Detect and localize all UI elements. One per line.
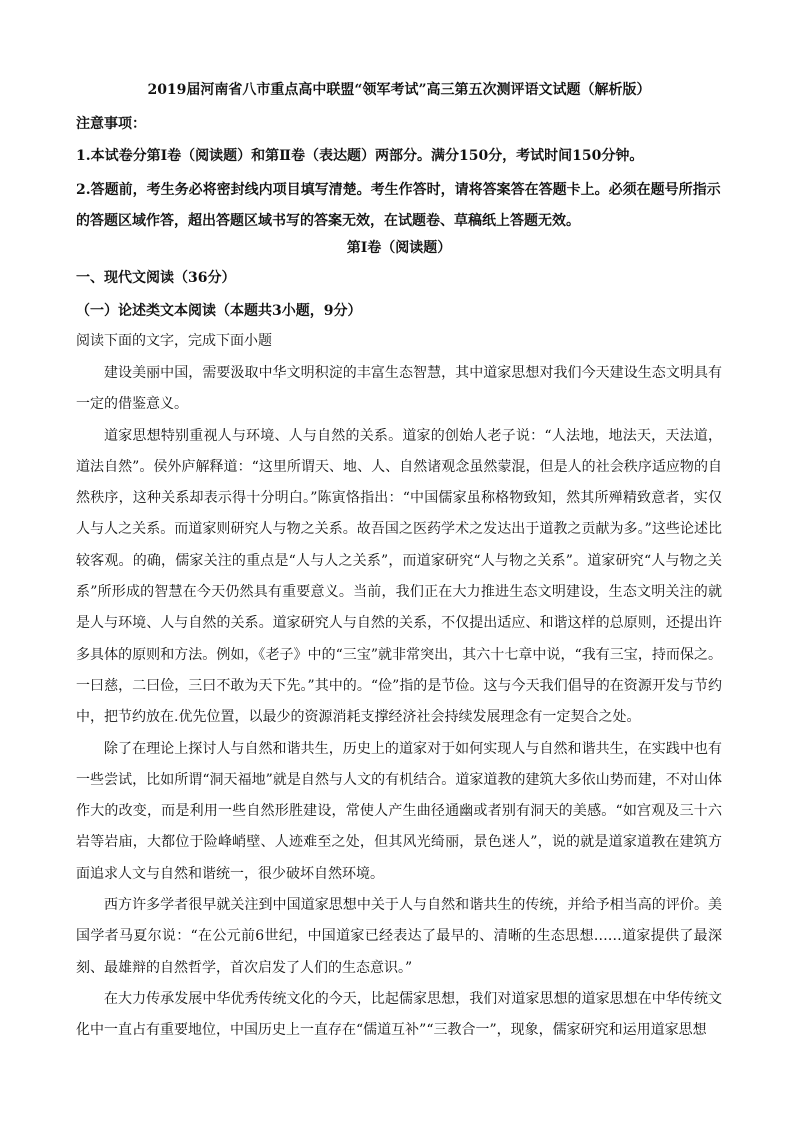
passage-paragraph-3: 除了在理论上探讨人与自然和谐共生，历史上的道家对于如何实现人与自然和谐共生，在实践中也有一些尝试，比如所谓“洞天福地”就是自然与人文的有机结合。道家道教的建筑大多依山势而建，不对山体作大的改变，而是利用一些自然形胜建设，常使人产生曲径通幽或者别有洞天的美感。“如宫观及三十六岩等岩庙，大都位于险峰峭壁、人迹难至之处，但其风光绮丽，景色迷人”，说的就是道家道教在建筑方面追求人文与自然和谐统一，很少破坏自然环境。 xyxy=(76,740,722,882)
notes-heading: 注意事项： xyxy=(76,116,146,132)
passage-paragraph-5: 在大力传承发展中华优秀传统文化的今天，比起儒家思想，我们对道家思想的道家思想在中华传统文化中一直占有重要地位，中国历史上一直存在“儒道互补”“三教合一”，现象，儒家研究和运用道家思想 xyxy=(76,990,722,1039)
passage-paragraph-1: 建设美丽中国，需要汲取中华文明积淀的丰富生态智慧，其中道家思想对我们今天建设生态文明具有一定的借鉴意义。 xyxy=(76,365,722,413)
subsection-title: （一）论述类文本阅读（本题共3小题，9分） xyxy=(76,303,362,319)
passage-paragraph-2: 道家思想特别重视人与环境、人与自然的关系。道家的创始人老子说：“人法地，地法天，天法道，道法自然”。侯外庐解释道：“这里所谓天、地、人、自然诸观念虽然蒙混，但是人的社会秩序适应物的自然秩序，这种关系却表示得十分明白。”陈寅恪指出：“中国儒家虽称格物致知，然其所殚精致意者，实仅人与人之关系。而道家则研究人与物之关系。故吾国之医药学术之发达出于道教之贡献为多。”这些论述比较客观。的确，儒家关注的重点是“人与人之关系”，而道家研究“人与物之关系”。道家研究“人与物之关系”所形成的智慧在今天仍然具有重要意义。当前，我们正在大力推进生态文明建设，生态文明关注的就是人与环境、人与自然的关系。道家研究人与自然的关系，不仅提出适应、和谐这样的总原则，还提出许多具体的原则和方法。例如，《老子》中的“三宝”就非常突出，其六十七章中说，“我有三宝，持而保之。一曰慈，二曰俭，三曰不敢为天下先。”其中的。“俭”指的是节俭。这与今天我们倡导的在资源开发与节约中，把节约放在.优先位置，以最少的资源消耗支撑经济社会持续发展理念有一定契合之处。 xyxy=(76,427,722,726)
notes-item-2: 2.答题前，考生务必将密封线内项目填写清楚。考生作答时，请将答案答在答题卡上。必须在题号所指示的答题区域作答，超出答题区域书写的答案无效，在试题卷、草稿纸上答题无效。 xyxy=(76,182,721,229)
section-title: 一、现代文阅读（36分） xyxy=(76,270,236,286)
passage-paragraph-4: 西方许多学者很早就关注到中国道家思想中关于人与自然和谐共生的传统，并给予相当高的评价。美国学者马夏尔说：“在公元前6世纪，中国道家已经表达了最早的、清晰的生态思想……道家提供了最深刻、最雄辩的自然哲学，首次启发了人们的生态意识。” xyxy=(76,897,722,976)
document-title: 2019届河南省八市重点高中联盟“领军考试”高三第五次测评语文试题（解析版） xyxy=(147,82,651,98)
notes-item-1: 1.本试卷分第Ⅰ卷（阅读题）和第Ⅱ卷（表达题）两部分。满分150分，考试时间150分钟。 xyxy=(76,148,644,164)
reading-passage xyxy=(76,358,722,1047)
volume-title: 第Ⅰ卷（阅读题） xyxy=(346,240,452,256)
reading-instruction: 阅读下面的文字，完成下面小题 xyxy=(76,333,272,349)
